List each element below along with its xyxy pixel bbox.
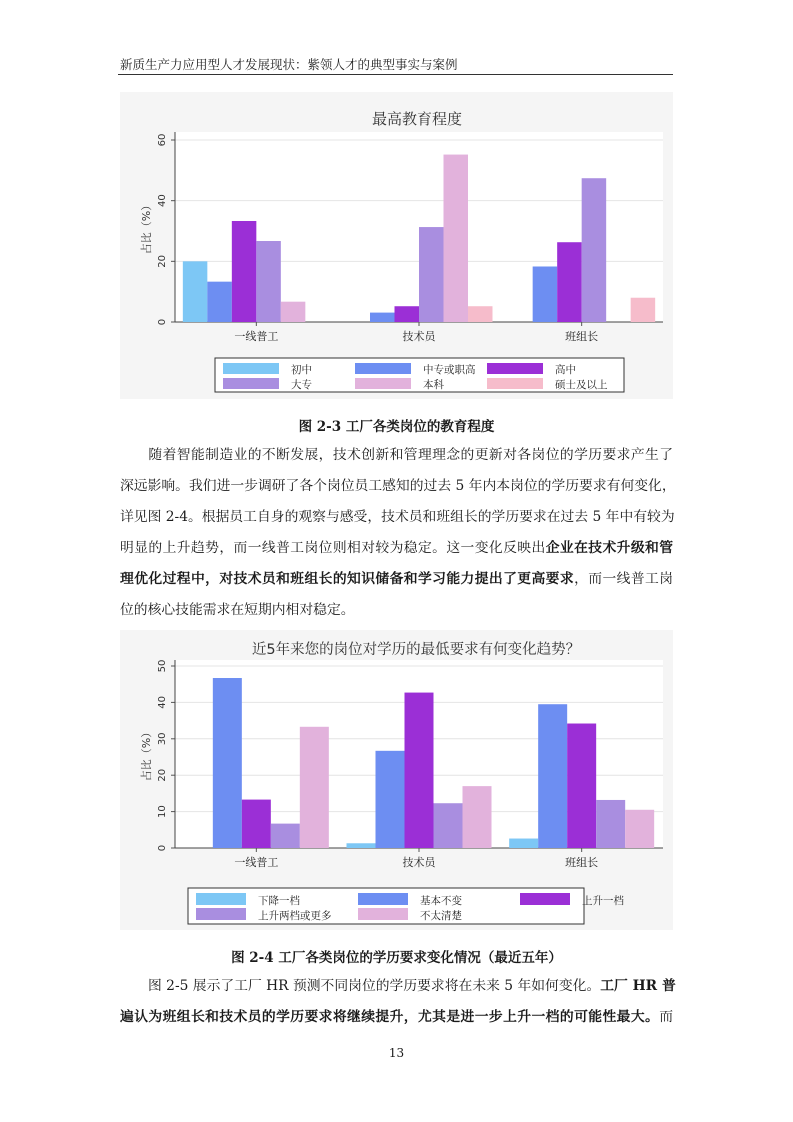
figure-2-4-chart	[120, 630, 673, 930]
page-number: 13	[388, 1046, 405, 1060]
bar	[557, 242, 582, 322]
x-tick-label: 班组长	[565, 856, 599, 869]
figure-2-4-caption: 图 2-4 工厂各类岗位的学历要求变化情况（最近五年）	[231, 950, 562, 966]
bar	[444, 155, 469, 322]
x-tick-label: 班组长	[565, 330, 599, 343]
body-paragraph-2	[120, 971, 676, 1033]
legend-label: 上升一档	[582, 895, 624, 907]
education-requirement-change-chart	[120, 630, 673, 930]
bar	[213, 678, 242, 848]
y-tick-label: 20	[157, 768, 168, 782]
bar	[242, 800, 271, 848]
bar	[596, 800, 625, 848]
bar	[582, 178, 607, 322]
para1-line2: 深远影响。我们进一步调研了各个岗位员工感知的过去 5 年内本岗位的学历要求有何变化，	[120, 478, 676, 494]
header-rule	[118, 74, 673, 75]
legend-label: 高中	[555, 364, 576, 376]
legend-swatch	[358, 908, 408, 920]
bar	[463, 786, 492, 848]
legend-label: 本科	[423, 379, 444, 391]
y-tick-label: 40	[157, 696, 168, 709]
bar	[256, 241, 281, 322]
para1-line5a-bold: 理优化过程中，对技术员和班组长的知识储备和学习能力提出了更高要求	[120, 571, 575, 587]
bar	[419, 227, 444, 322]
para2-line1b-bold: 工厂 HR 普	[600, 978, 676, 994]
para1-line4a: 明显的上升趋势，而一线普工岗位则相对较为稳定。这一变化反映出	[120, 540, 546, 556]
para1-line5b: ，而一线普工岗	[574, 571, 674, 587]
para1-line6: 位的核心技能需求在短期内相对稳定。	[120, 602, 355, 618]
legend-swatch	[358, 893, 408, 905]
legend-swatch	[520, 893, 570, 905]
bar	[281, 302, 306, 322]
bar	[183, 261, 208, 322]
y-tick-label: 0	[157, 844, 168, 852]
bar	[300, 727, 329, 848]
bar	[625, 810, 654, 848]
chart-title: 近5年来您的岗位对学历的最低要求有何变化趋势？	[251, 642, 581, 658]
figure-2-3-chart	[120, 92, 673, 399]
y-axis-label: 占比（%）	[140, 726, 153, 782]
legend-swatch	[355, 378, 411, 389]
bar	[376, 751, 405, 848]
bar	[509, 839, 538, 848]
para1-line4b-bold: 企业在技术升级和管	[545, 540, 674, 556]
y-tick-label: 60	[157, 133, 168, 147]
bar	[538, 704, 567, 848]
education-level-chart	[120, 92, 673, 399]
legend-swatch	[487, 378, 543, 389]
bar	[405, 693, 434, 848]
bar	[468, 306, 493, 322]
y-tick-label: 10	[157, 805, 168, 818]
y-axis-label: 占比（%）	[140, 199, 153, 255]
legend-label: 硕士及以上	[555, 379, 608, 391]
bar	[370, 313, 395, 322]
bar	[434, 803, 463, 848]
bar	[395, 306, 420, 322]
bar	[347, 843, 376, 848]
para1-line1: 随着智能制造业的不断发展，技术创新和管理理念的更新对各岗位的学历要求产生了	[148, 447, 673, 463]
legend-swatch	[196, 893, 246, 905]
legend-swatch	[355, 363, 411, 374]
para2-line2b: 而	[659, 1009, 673, 1025]
legend-label: 初中	[291, 364, 312, 376]
bar	[271, 824, 300, 848]
bar	[567, 724, 596, 848]
bar	[232, 221, 257, 322]
running-header: 新质生产力应用型人才发展现状：紫领人才的典型事实与案例	[120, 57, 458, 72]
y-tick-label: 20	[157, 254, 168, 268]
y-tick-label: 0	[157, 318, 168, 326]
legend-label: 上升两档或更多	[258, 910, 332, 922]
bar	[207, 282, 232, 322]
bar	[533, 266, 558, 322]
legend-swatch	[196, 908, 246, 920]
x-tick-label: 一线普工	[234, 856, 279, 869]
legend-swatch	[487, 363, 543, 374]
para1-line3: 详见图 2-4。根据员工自身的观察与感受，技术员和班组长的学历要求在过去 5 年中有较为	[120, 509, 675, 525]
legend-label: 大专	[291, 379, 312, 391]
figure-2-3-caption: 图 2-3 工厂各类岗位的教育程度	[298, 419, 495, 435]
x-tick-label: 技术员	[402, 330, 436, 343]
para2-line1a: 图 2-5 展示了工厂 HR 预测不同岗位的学历要求将在未来 5 年如何变化。	[148, 978, 601, 994]
legend-swatch	[223, 378, 279, 389]
y-tick-label: 30	[157, 732, 168, 746]
y-tick-label: 50	[157, 659, 168, 673]
chart-title: 最高教育程度	[371, 110, 463, 128]
body-paragraph-1	[120, 440, 676, 626]
legend-label: 基本不变	[420, 895, 462, 907]
y-tick-label: 40	[157, 194, 168, 208]
legend-label: 中专或职高	[423, 364, 476, 376]
legend-swatch	[223, 363, 279, 374]
x-tick-label: 技术员	[402, 856, 436, 869]
x-tick-label: 一线普工	[234, 330, 279, 343]
bar	[631, 298, 656, 322]
para2-line2-bold: 遍认为班组长和技术员的学历要求将继续提升，尤其是进一步上升一档的可能性最大。	[120, 1009, 660, 1025]
legend-label: 不太清楚	[420, 910, 462, 922]
legend-label: 下降一档	[258, 895, 300, 907]
